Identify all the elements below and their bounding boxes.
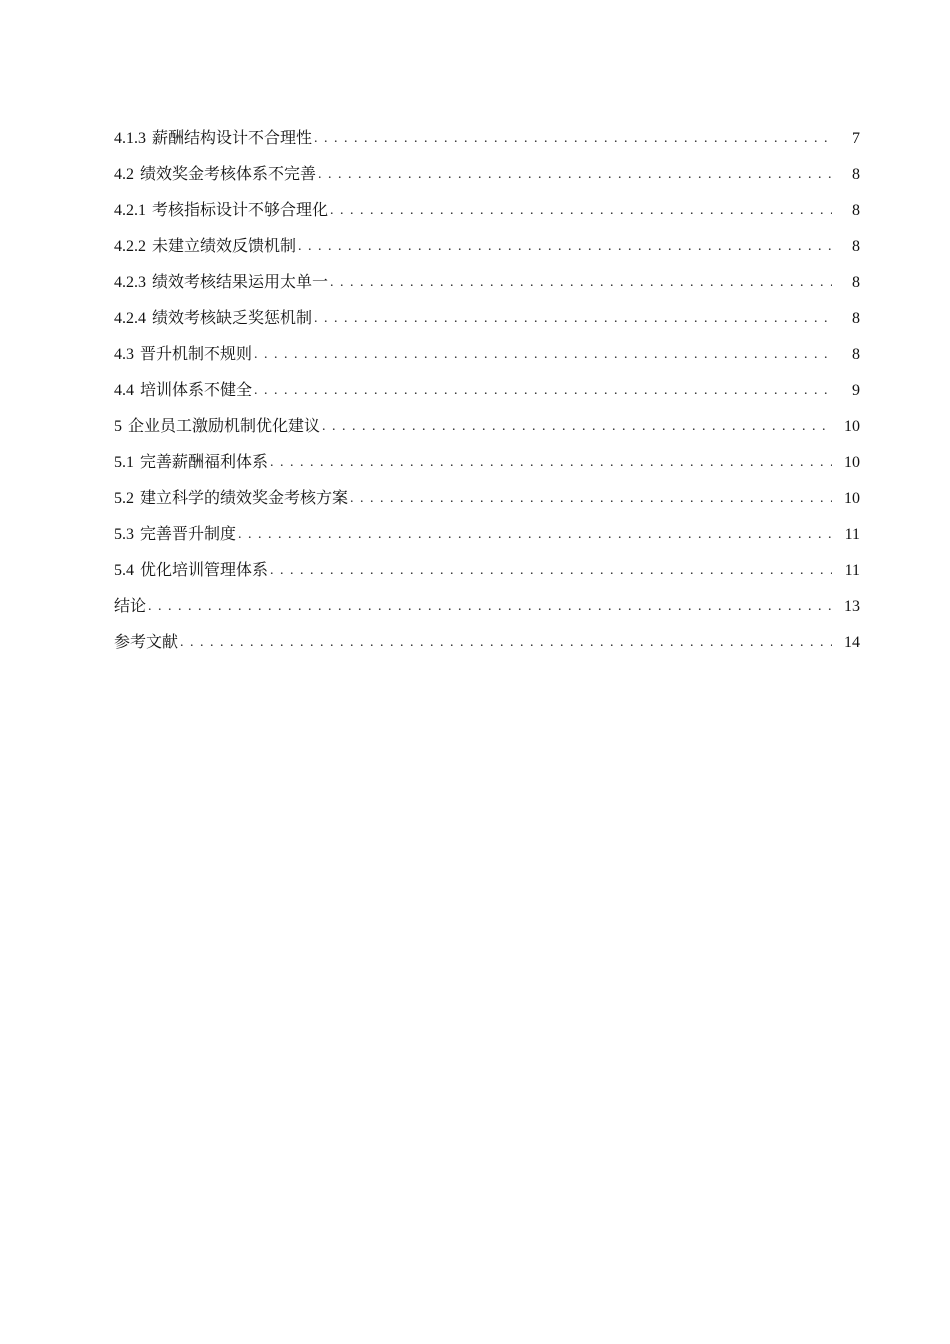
toc-entry[interactable]: [114, 509, 860, 545]
toc-entry-title: 企业员工激励机制优化建议: [128, 418, 321, 435]
toc-entry-number: 4.4: [114, 382, 134, 399]
toc-entry-page: 8: [852, 202, 860, 219]
toc-entry-title: 绩效考核结果运用太单一: [152, 274, 329, 291]
toc-entry[interactable]: [114, 473, 860, 509]
toc-entry-page: 11: [844, 526, 860, 543]
toc-entry-title: 未建立绩效反馈机制: [152, 238, 297, 255]
toc-entry-page: 13: [844, 598, 860, 615]
toc-entry-number: 5.4: [114, 562, 134, 579]
toc-entry-number: 4.3: [114, 346, 134, 363]
toc-entry-number: 4.2.3: [114, 274, 146, 291]
toc-entry[interactable]: [114, 365, 860, 401]
toc-dot-leader: [254, 345, 832, 365]
toc-entry[interactable]: [114, 293, 860, 329]
toc-dot-leader: [330, 201, 832, 221]
toc-entry-number: 4.1.3: [114, 130, 146, 147]
toc-dot-leader: [270, 453, 832, 473]
toc-entry-number: 5: [114, 418, 122, 435]
toc-entry-page: 14: [844, 634, 860, 651]
toc-entry-title: 结论: [114, 598, 147, 615]
toc-entry[interactable]: [114, 149, 860, 185]
toc-entry-title: 绩效考核缺乏奖惩机制: [152, 310, 313, 327]
toc-entry-number: 4.2: [114, 166, 134, 183]
toc-dot-leader: [314, 129, 832, 149]
toc-dot-leader: [322, 417, 832, 437]
toc-entry[interactable]: [114, 581, 860, 617]
toc-entry-title: 晋升机制不规则: [140, 346, 253, 363]
toc-dot-leader: [148, 597, 832, 617]
toc-entry-title: 参考文献: [114, 634, 179, 651]
toc-entry-title: 完善薪酬福利体系: [140, 454, 269, 471]
toc-entry-page: 9: [852, 382, 860, 399]
toc-entry-number: 5.3: [114, 526, 134, 543]
toc-entry-page: 8: [852, 238, 860, 255]
toc-entry-page: 10: [844, 454, 860, 471]
toc-entry-page: 8: [852, 310, 860, 327]
toc-dot-leader: [318, 165, 832, 185]
toc-entry[interactable]: [114, 617, 860, 653]
toc-entry-number: 5.1: [114, 454, 134, 471]
toc-entry[interactable]: [114, 113, 860, 149]
toc-entry-page: 10: [844, 418, 860, 435]
toc-dot-leader: [254, 381, 832, 401]
toc-entry-title: 完善晋升制度: [140, 526, 237, 543]
toc-entry-title: 绩效奖金考核体系不完善: [140, 166, 317, 183]
toc-entry[interactable]: [114, 185, 860, 221]
toc-entry-page: 8: [852, 346, 860, 363]
toc-dot-leader: [350, 489, 832, 509]
toc-entry[interactable]: [114, 221, 860, 257]
toc-entry[interactable]: [114, 329, 860, 365]
toc-dot-leader: [238, 525, 832, 545]
toc-dot-leader: [298, 237, 832, 257]
toc-entry-page: 10: [844, 490, 860, 507]
toc-entry[interactable]: [114, 401, 860, 437]
toc-entry-number: 4.2.1: [114, 202, 146, 219]
toc-entry-title: 薪酬结构设计不合理性: [152, 130, 313, 147]
toc-entry-page: 11: [844, 562, 860, 579]
toc-entry-page: 8: [852, 166, 860, 183]
toc-dot-leader: [180, 633, 832, 653]
toc-dot-leader: [314, 309, 832, 329]
toc-entry-page: 7: [852, 130, 860, 147]
table-of-contents: [114, 113, 860, 653]
toc-entry-number: 4.2.4: [114, 310, 146, 327]
toc-entry-title: 考核指标设计不够合理化: [152, 202, 329, 219]
toc-entry-title: 建立科学的绩效奖金考核方案: [140, 490, 349, 507]
toc-entry-page: 8: [852, 274, 860, 291]
toc-entry-title: 优化培训管理体系: [140, 562, 269, 579]
toc-entry[interactable]: [114, 437, 860, 473]
toc-entry[interactable]: [114, 545, 860, 581]
toc-dot-leader: [270, 561, 832, 581]
toc-entry[interactable]: [114, 257, 860, 293]
toc-entry-number: 4.2.2: [114, 238, 146, 255]
toc-dot-leader: [330, 273, 832, 293]
toc-entry-number: 5.2: [114, 490, 134, 507]
toc-entry-title: 培训体系不健全: [140, 382, 253, 399]
